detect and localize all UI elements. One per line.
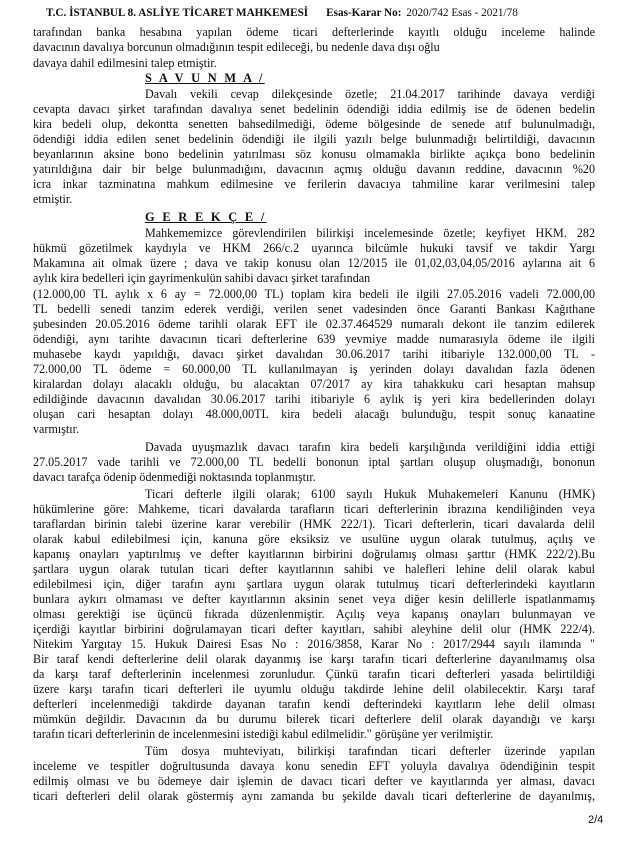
text-line: muhasebe kaydı yapıldığı, davacı şirket davalıdan 30.06.2017 tarihi itibariyle 132.000,00 TL - [33, 347, 595, 361]
text-line: icra inkar tazminatına mahkum edilmesine ve ferilerin davacıya tahmiline karar verilmesini talep [33, 177, 595, 191]
text-line: Nitekim Yargıtay 15. Hukuk Dairesi Esas No : 2016/3858, Karar No : 2017/2944 sayılı ilamında " [33, 637, 595, 651]
text-line: (12.000,00 TL aylık x 6 ay = 72.000,00 TL) toplam kira bedeli ile ilgili 27.05.2016 vadeli 72.000,00 [33, 287, 595, 301]
text-line: Tüm dosya muhteviyatı, bilirkişi tarafından ticari defterler üzerinde yapılan [145, 744, 595, 758]
text-line: edilmiş olması ve bu ödemeye dair işlemin de davacı ticari defter ve kayıtlarında yer alması, davacı [33, 774, 595, 788]
text-line: edildiğinde davacının davalıdan 30.06.2017 tarihi itibariyle 6 aylık iş yeri kira bedellerinden dolayı [33, 392, 595, 406]
text-line: davaya dahil edilmesini talep etmiştir. [33, 56, 217, 70]
text-line: bunlara aykırı olmaması ve defter kayıtlarının aksinin senet veya diğer kesin delillerle ispatlanmamış [33, 592, 595, 606]
text-line: kira bedeli olup, dekontta senetten bahsedilmediği, ödeme bölgesinde de senede atıf bulunulmadığı, [33, 117, 595, 131]
court-name: T.C. İSTANBUL 8. ASLİYE TİCARET MAHKEMESİ [46, 7, 309, 19]
text-line: cevapta davacı şirket tarafından davalıya senet bedelinin ödendiği iddia edilmiş ise de ödenen bedelin [33, 102, 595, 116]
text-line: Bir taraf kendi defterlerine delil olarak dayanmış ise karşı tarafın ticari defterlerine dayanılmamış olsa [33, 652, 595, 666]
text-line: Davalı vekili cevap dilekçesinde özetle; 21.04.2017 tarihinde davaya verdiği [145, 87, 595, 101]
text-line: şartlara uygun olarak tutulan ticari defter kayıtlarının sahibi ve halefleri lehine delil olarak kabul [33, 562, 595, 576]
text-line: oluşan cari hesaptan dolayı 48.000,00TL kira bedeli alacağı bulunduğu, tespit sonuç kanaatine [33, 407, 595, 421]
text-line: şubesinden 20.05.2016 ödeme tarihli olarak EFT ile 02.37.464529 numaralı dekont ile tanzim edilerek [33, 317, 595, 331]
text-line: aylık kira bedelleri için gayrimenkulün sahibi davacı şirket tarafından [33, 271, 371, 285]
text-line: Davada uyuşmazlık davacı tarafın kira bedeli karşılığında verildiğini iddia ettiği [145, 440, 595, 454]
text-line: içerdiği kayıtlar birbirini doğrulamayan ticari defter kayıtları, sahibi aleyhine delil olur (HMK 222/4). [33, 622, 595, 636]
text-line: davacının davalıya borcunun olmadığının tespit edileceği, bu nedenle dava dışı oğlu [33, 40, 440, 54]
text-line: olarak kabul edilebilmesi için, kanuna göre eksiksiz ve usulüne uygun olarak tutulmuş, açılış ve [33, 532, 595, 546]
text-line: tarafın ticari defterlerinin de incelenmesini istediği kabul edilmelidir." görüşüne yer verilmiştir. [33, 727, 494, 741]
text-line: ticari defterleri delil olarak göstermiş aynı zamanda bu şekilde davalı ticari defterlerine de dayanılmış, [33, 789, 595, 803]
text-line: hükmü gözetilmek kaydıyla ve HKM 266/c.2 uyarınca bilcümle hukuki tavsif ve takdir Yargı [33, 241, 595, 255]
text-line: olması gerektiği ise üçüncü fıkrada düzenlenmiştir. Açılış veya kapanış onayları bulunmayan ve [33, 607, 595, 621]
esas-label: Esas-Karar No: [326, 7, 402, 19]
text-line: 72.000,00 TL ödeme = 60.000,00 TL kullanılmayan iş yerinden dolayı davalıdan fazla ödenen [33, 362, 595, 376]
text-line: 27.05.2017 vade tarihli ve 72.000,00 TL bedelli bononun iptal şartları oluşup oluşmadığı, bononun [33, 455, 595, 469]
text-line: davacı tarafça ödenip ödenmediği noktasında toplanmıştır. [33, 470, 316, 484]
text-line: Ticari defterle ilgili olarak; 6100 sayılı Hukuk Muhakemeleri Kanunu (HMK) [145, 487, 595, 501]
text-line: defterleri incelenmediği takdirde dayanan tarafın kendi defterindeki kayıtların lehe delil olması [33, 697, 595, 711]
text-line: da karşı taraf defterlerinin incelenmesi zorunludur. Çünkü tarafın ticari defterleri yasada belirtildiği [33, 667, 595, 681]
text-line: tarafından banka hesabına yapılan ödeme ticari defterlerinde kayıtlı olduğu inceleme halinde [33, 25, 595, 39]
section-heading: S A V U N M A / [145, 71, 265, 85]
esas-value: 2020/742 Esas - 2021/78 [406, 7, 518, 19]
text-line: üzere karşı tarafın ticari defterleri ile uyumlu olduğu takdirde lehine delil olabilecektir. Karşı taraf [33, 682, 595, 696]
section-heading: G E R E K Ç E / [145, 210, 267, 224]
text-line: yatırıldığına dair bir belge bulunmadığını, davacının açmış olduğu davanın reddine, davacının %20 [33, 162, 595, 176]
text-line: beyanlarının aksine bono bedelinin yatırılması söz konusu olmamakla birlikte açıkça bono bedelinin [33, 147, 595, 161]
text-line: etmiştir. [33, 192, 73, 206]
text-line: hükümlerine göre: Mahkeme, ticari davalarda tarafların ticari defterlerinin ibrazına kendiliğinden veya [33, 502, 595, 516]
text-line: mümkün değildir. Davacının da bu durumu bilerek ticari defterlere delil olarak dayandığı ve karşı [33, 712, 595, 726]
text-line: inceleme ve tespitler doğrultusunda davaya konu senedin EFT yoluyla davalıya ödendiğinin tespit [33, 759, 595, 773]
text-line: ödendiği iddia edilen senet bedelinin ödendiği ile ilgili yazılı belge bulunmadığı belirtildiği, davacının [33, 132, 595, 146]
text-line: taraflardan birinin talebi üzerine karar verebilir (HMK 222/1). Ticari defterlerin, ticari davalarda delil [33, 517, 595, 531]
page-number: 2/4 [588, 814, 604, 826]
text-line: kiralardan dolayı alacaklı olduğu, bu alacaktan 07/2017 ay kira tahakkuku cari hesaptan mahsup [33, 377, 595, 391]
text-line: edilebilmesi için, diğer tarafın aynı şartlara uygun olarak tutulmuş ticari defterlerindeki kayıtların [33, 577, 595, 591]
text-line: varmıştır. [33, 422, 80, 436]
text-line: Makamına ait olmak üzere ; dava ve takip konusu olan 12/2015 ile 01,02,03,04,05/2016 aylarına ait 6 [33, 256, 595, 270]
text-line: Mahkememizce görevlendirilen bilirkişi incelemesinde özetle; keyfiyet HKM. 282 [145, 226, 595, 240]
document-header [46, 7, 518, 19]
text-line: kapanış onayları yaptırılmış ve defter kayıtlarının birbirini doğrulamış olması şarttır (HMK 222/2).Bu [33, 547, 595, 561]
text-line: TL bedelli senedi tanzim ederek verdiği, verilen senet vadesinden önce Garanti Bankası Kağıthane [33, 302, 595, 316]
text-line: ödendiği, aynı tarihte davacının ticari defterlerine 639 yevmiye madde numarasıyla ödeme ile ilgili [33, 332, 595, 346]
